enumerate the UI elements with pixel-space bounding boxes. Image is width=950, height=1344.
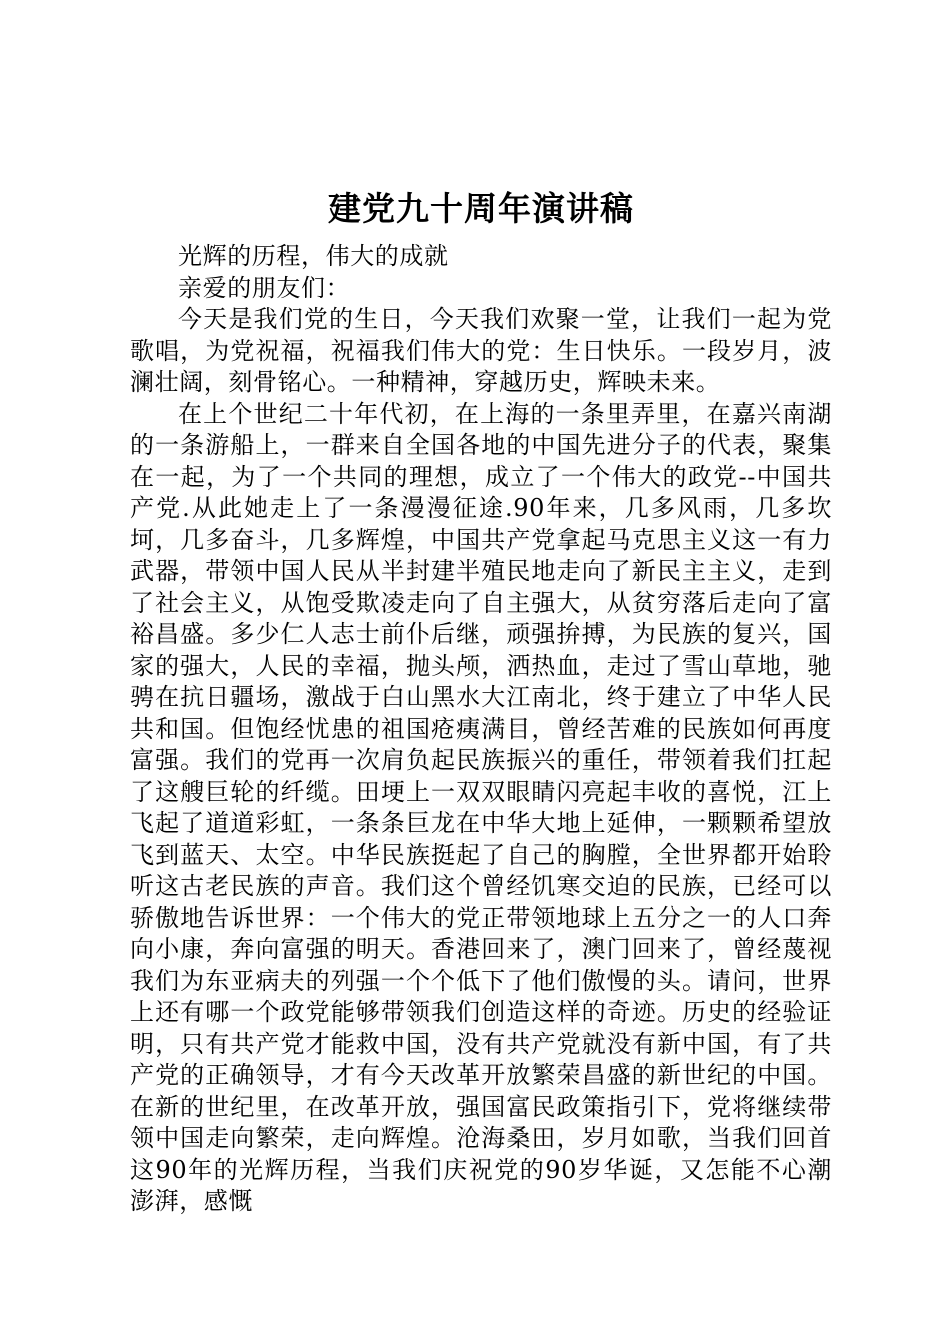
document-body	[130, 241, 832, 1218]
subtitle-line: 光辉的历程，伟大的成就	[178, 242, 449, 270]
salutation-line: 亲爱的朋友们：	[178, 273, 351, 302]
body-paragraph-2: 在上个世纪二十年代初，在上海的一条里弄里，在嘉兴南湖的一条游船上，一群来自全国各地的中国先进分子的代表，聚集在一起，为了一个共同的理想，成立了一个伟大的政党--中国共产党.从此她走上了一条漫漫征途.90年来，几多风雨，几多坎坷，几多奋斗，几多辉煌，中国共产党拿起马克思主义这一有力武器，带领中国人民从半封建半殖民地走向了新民主主义，走到了社会主义，从饱受欺凌走向了自主强大，从贫穷落后走向了富裕昌盛。多少仁人志士前仆后继，顽强拚搏，为民族的复兴，国家的强大，人民的幸福，抛头颅，洒热血，走过了雪山草地，驰骋在抗日疆场，激战于白山黑水大江南北，终于建立了中华人民共和国。但饱经忧患的祖国疮痍满目，曾经苦难的民族如何再度富强。我们的党再一次肩负起民族振兴的重任，带领着我们扛起了这艘巨轮的纤缆。田埂上一双双眼睛闪亮起丰收的喜悦，江上飞起了道道彩虹，一条条巨龙在中华大地上延伸，一颗颗希望放飞到蓝天、太空。中华民族挺起了自己的胸膛，全世界都开始聆听这古老民族的声音。我们这个曾经饥寒交迫的民族，已经可以骄傲地告诉世界：一个伟大的党正带领地球上五分之一的人口奔向小康，奔向富强的明天。香港回来了，澳门回来了，曾经蔑视我们为东亚病夫的列强一个个低下了他们傲慢的头。请问，世界上还有哪一个政党能够带领我们创造这样的奇迹。历史的经验证明，只有共产党才能救中国，没有共产党就没有新中国，有了共产党的正确领导，才有今天改革开放繁荣昌盛的新世纪的中国。在新的世纪里，在改革开放，强国富民政策指引下，党将继续带领中国走向繁荣，走向辉煌。沧海桑田，岁月如歌，当我们回首这90年的光辉历程，当我们庆祝党的90岁华诞，又怎能不心潮澎湃，感慨	[130, 399, 832, 1215]
document-title: 建党九十周年演讲稿	[328, 189, 634, 228]
body-paragraph-1: 今天是我们党的生日，今天我们欢聚一堂，让我们一起为党歌唱，为党祝福，祝福我们伟大的党：生日快乐。一段岁月，波澜壮阔，刻骨铭心。一种精神，穿越历史，辉映未来。	[130, 305, 832, 396]
document-page	[130, 186, 832, 1218]
